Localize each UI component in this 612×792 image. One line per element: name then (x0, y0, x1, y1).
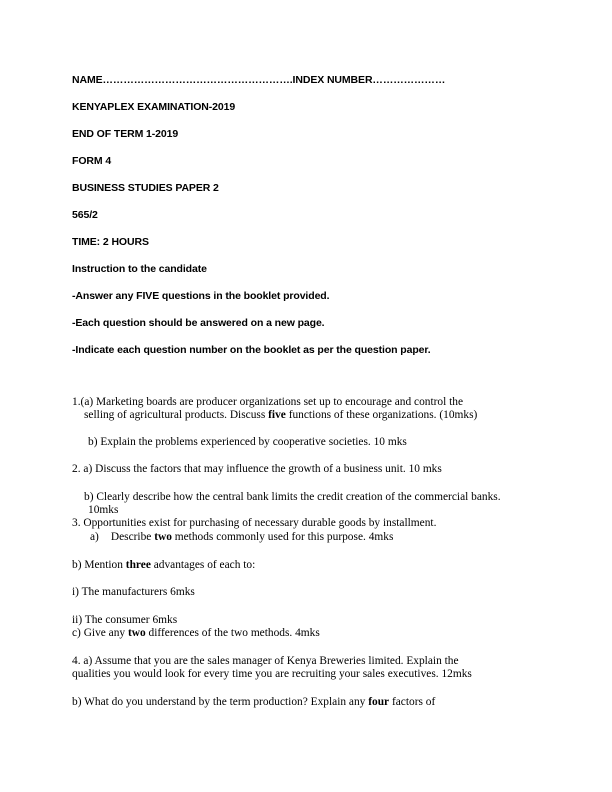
question-4a-line-2: qualities you would look for every time you are recruiting your sales executives. 12mks (72, 668, 472, 680)
paper-title: BUSINESS STUDIES PAPER 2 (72, 182, 219, 194)
instruction-item: -Answer any FIVE questions in the booklet provided. (72, 290, 330, 302)
question-3b-i: i) The manufacturers 6mks (72, 586, 195, 598)
instruction-item: -Each question should be answered on a new page. (72, 317, 325, 329)
question-3b-ii: ii) The consumer 6mks (72, 614, 178, 626)
question-2b-line-1: b) Clearly describe how the central bank limits the credit creation of the commercial banks. (84, 491, 501, 503)
question-4b: b) What do you understand by the term production? Explain any four factors of (72, 696, 436, 708)
paper-code: 565/2 (72, 209, 98, 221)
question-3c: c) Give any two differences of the two methods. 4mks (72, 627, 320, 639)
question-1b: b) Explain the problems experienced by cooperative societies. 10 mks (88, 436, 407, 448)
question-1a-line-1: 1.(a) Marketing boards are producer organizations set up to encourage and control the (72, 396, 464, 408)
question-4a-line-1: 4. a) Assume that you are the sales manager of Kenya Breweries limited. Explain the (72, 655, 459, 667)
form-line: FORM 4 (72, 155, 112, 167)
name-index-line: NAME……………………………………………….INDEX NUMBER………………… (72, 74, 446, 86)
question-1a-line-2: selling of agricultural products. Discuss five functions of these organizations. (10mks) (84, 409, 478, 421)
term-line: END OF TERM 1-2019 (72, 128, 179, 140)
question-3b: b) Mention three advantages of each to: (72, 559, 256, 571)
question-3-intro: 3. Opportunities exist for purchasing of necessary durable goods by installment. (72, 517, 437, 529)
instruction-title: Instruction to the candidate (72, 263, 207, 275)
question-2a: 2. a) Discuss the factors that may influence the growth of a business unit. 10 mks (72, 463, 442, 475)
exam-title: KENYAPLEX EXAMINATION-2019 (72, 101, 236, 113)
time-line: TIME: 2 HOURS (72, 236, 149, 248)
question-2b-line-2: 10mks (88, 504, 119, 516)
question-3a: a) Describe two methods commonly used for this purpose. 4mks (90, 531, 394, 543)
instruction-item: -Indicate each question number on the booklet as per the question paper. (72, 344, 431, 356)
